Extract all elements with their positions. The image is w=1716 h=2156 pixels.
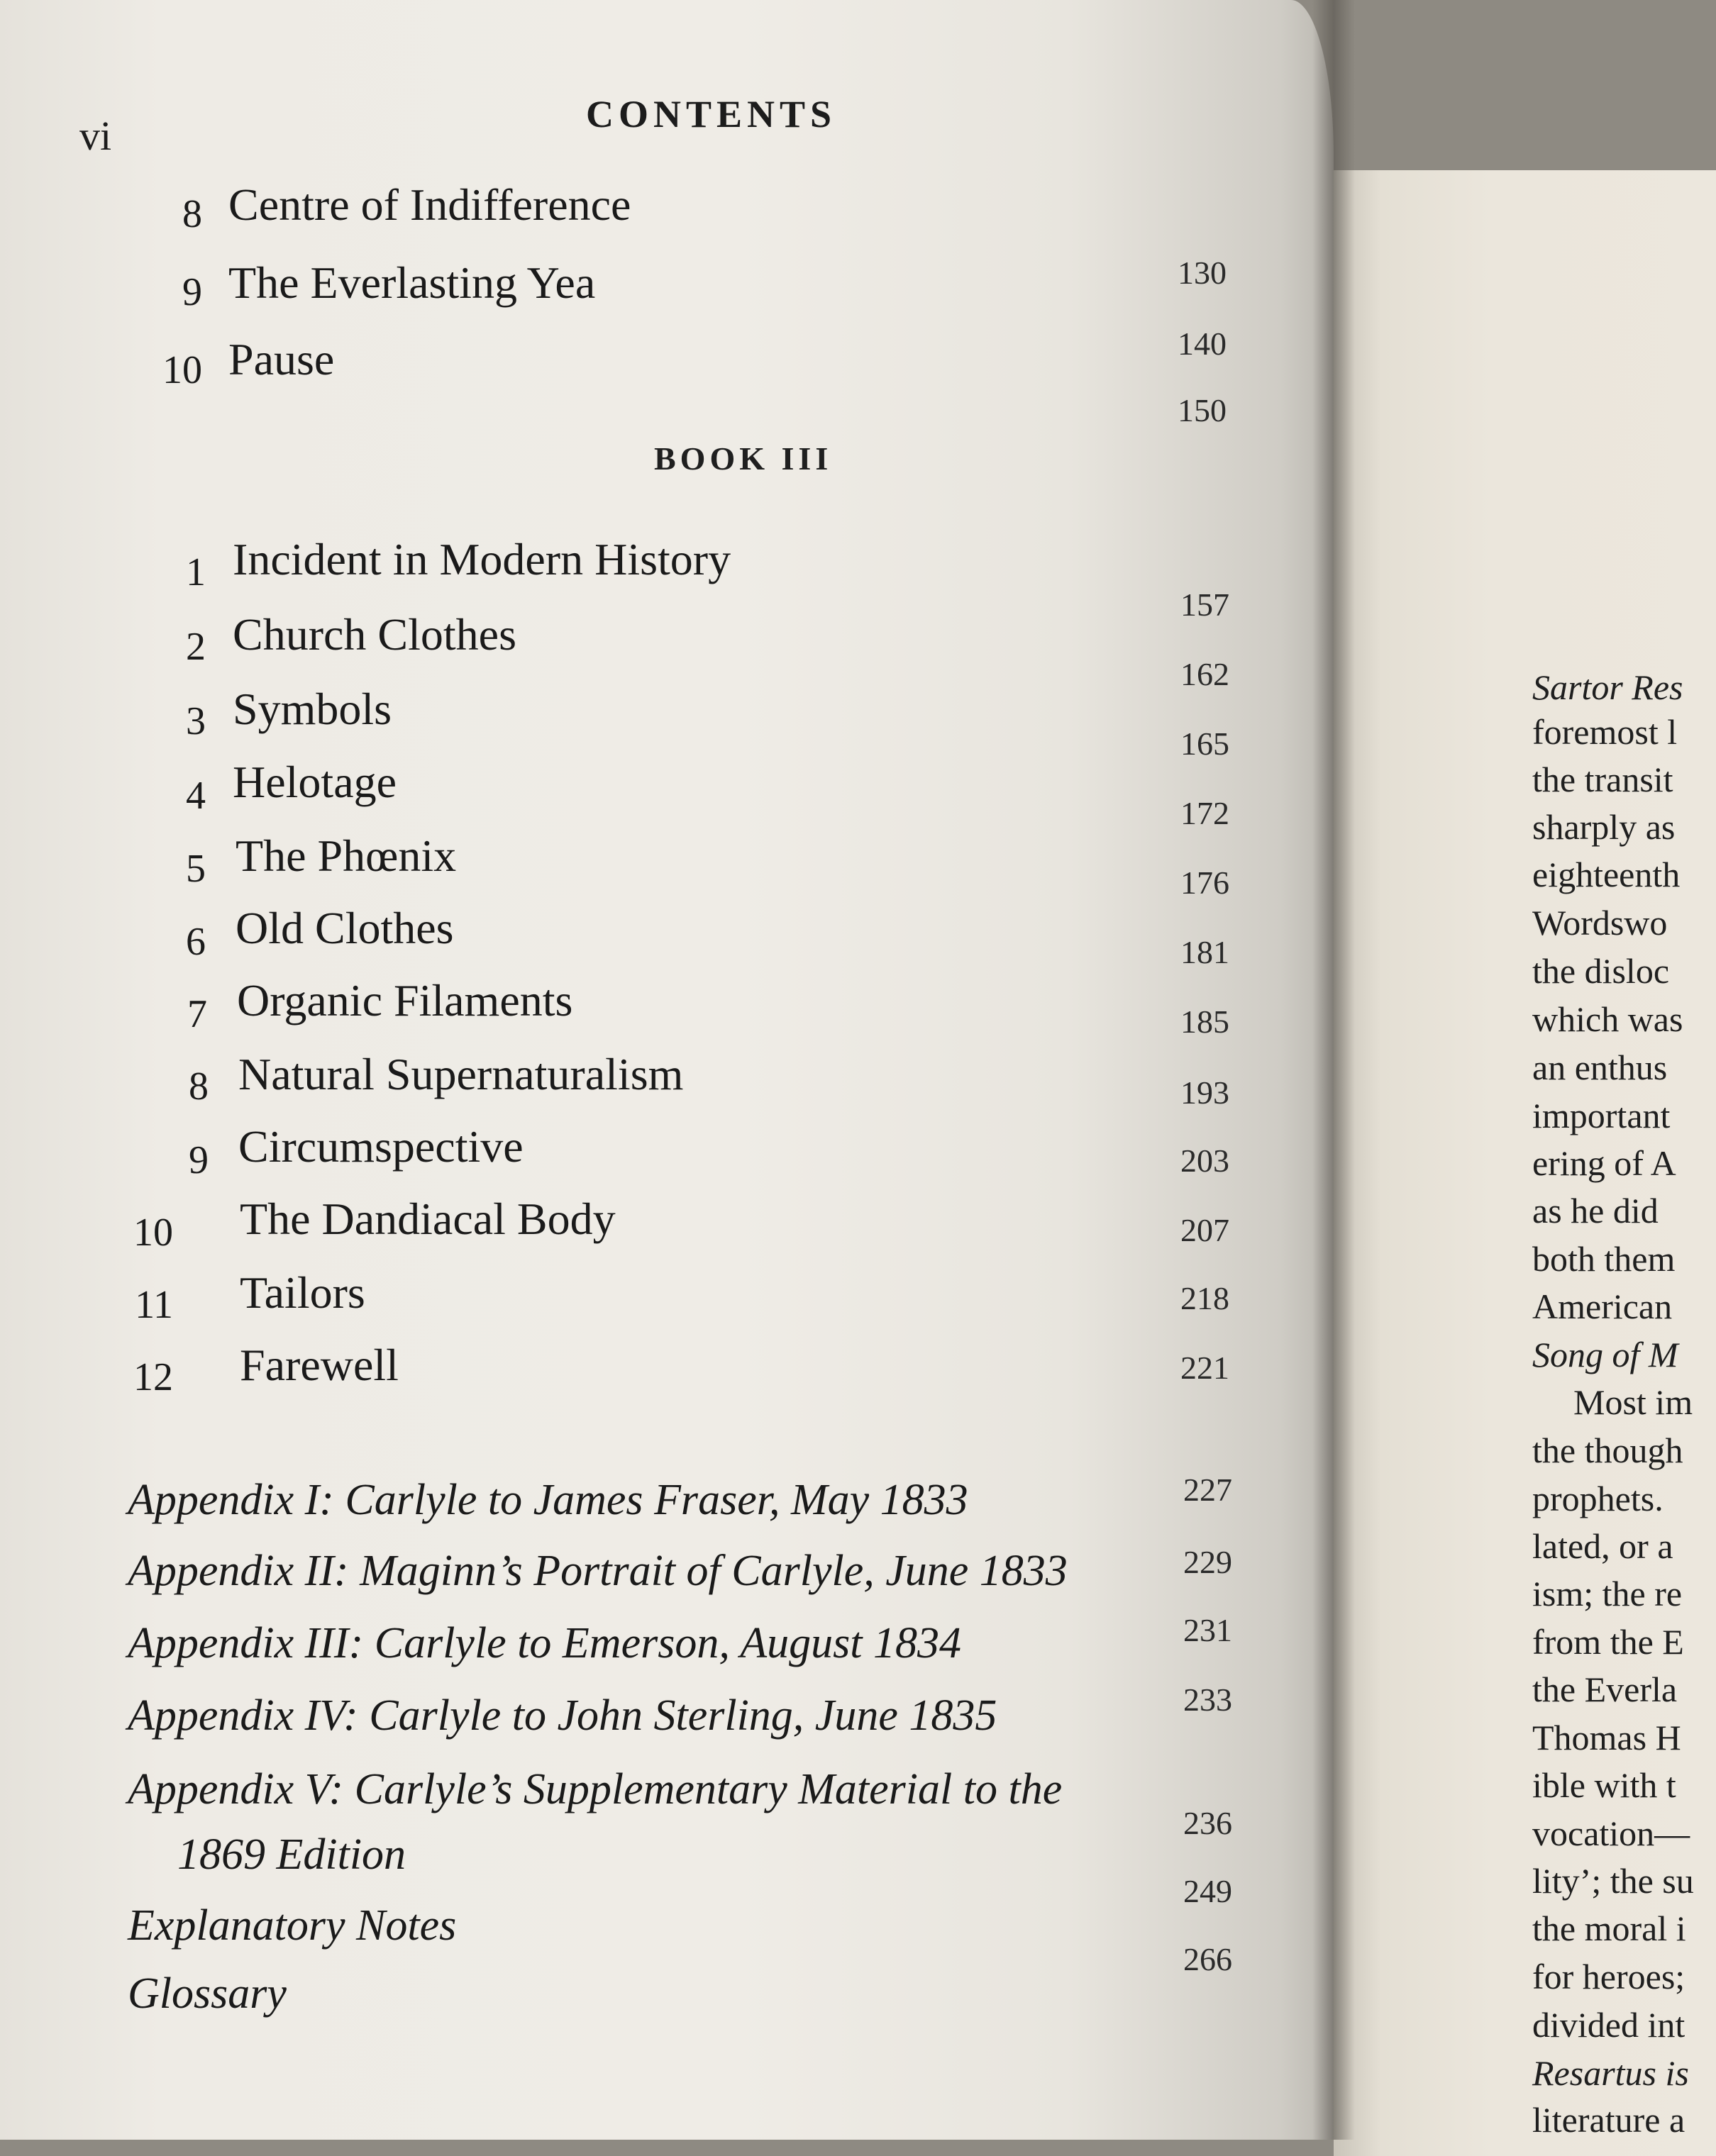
page-number: 162 [1180, 656, 1229, 692]
appendix-title: Appendix I: Carlyle to James Fraser, May 1833 [128, 1476, 968, 1524]
text-line: divided int [1532, 2005, 1685, 2045]
backmatter-title: Glossary [128, 1969, 287, 2018]
chapter-number: 9 [182, 270, 202, 314]
chapter-number: 8 [189, 1065, 209, 1108]
chapter-title: Organic Filaments [237, 975, 573, 1026]
page-number: 181 [1180, 934, 1229, 970]
appendix-title: Appendix V: Carlyle’s Supplementary Material to the [128, 1765, 1063, 1813]
chapter-title: Pause [228, 334, 335, 384]
text-line: for heroes; [1532, 1957, 1685, 1996]
running-head: CONTENTS [586, 93, 837, 135]
chapter-number: 11 [135, 1283, 173, 1327]
chapter-title: Circumspective [238, 1121, 524, 1172]
page-number: 233 [1183, 1682, 1232, 1718]
page-number: 193 [1180, 1074, 1229, 1111]
text-line: important [1532, 1096, 1671, 1135]
text-line: Sartor Res [1532, 667, 1683, 707]
chapter-number: 2 [186, 625, 206, 669]
page-number: 227 [1183, 1472, 1232, 1508]
chapter-title: Natural Supernaturalism [238, 1049, 684, 1099]
text-line: lated, or a [1532, 1526, 1673, 1566]
text-line: the moral i [1532, 1908, 1686, 1948]
text-line: Song of M [1532, 1335, 1678, 1374]
text-line: American [1532, 1287, 1673, 1326]
book-heading: BOOK III [654, 440, 833, 477]
text-line: the disloc [1532, 951, 1670, 991]
text-line: foremost l [1532, 712, 1678, 752]
chapter-number: 3 [186, 699, 206, 743]
page-number: 249 [1183, 1873, 1232, 1909]
page-number: 165 [1180, 726, 1229, 762]
chapter-number: 5 [186, 847, 206, 891]
chapter-title: Helotage [233, 757, 397, 807]
text-line: eighteenth [1532, 855, 1681, 894]
chapter-number: 8 [182, 192, 202, 236]
page-number: 176 [1180, 865, 1229, 901]
chapter-title: Old Clothes [236, 903, 454, 953]
chapter-title: Church Clothes [233, 609, 516, 660]
appendix-title-continued: 1869 Edition [177, 1830, 406, 1879]
backmatter-title: Explanatory Notes [128, 1901, 457, 1950]
chapter-title: Incident in Modern History [233, 534, 731, 584]
chapter-number: 6 [186, 920, 206, 964]
text-line: the Everla [1532, 1669, 1678, 1709]
chapter-title: The Everlasting Yea [228, 257, 596, 308]
page-number: 218 [1180, 1280, 1229, 1316]
page-number: 229 [1183, 1544, 1232, 1580]
chapter-title: Tailors [240, 1267, 365, 1318]
page-number: 231 [1183, 1612, 1232, 1648]
text-line: both them [1532, 1239, 1676, 1279]
appendix-title: Appendix II: Maginn’s Portrait of Carlyle, June 1833 [128, 1547, 1068, 1595]
appendix-title: Appendix IV: Carlyle to John Sterling, June 1835 [128, 1691, 997, 1740]
text-line: Most im [1573, 1382, 1693, 1422]
text-line: an enthus [1532, 1048, 1668, 1087]
text-line: ism; the re [1532, 1574, 1683, 1613]
page-number: 140 [1178, 326, 1227, 362]
chapter-number: 9 [189, 1138, 209, 1182]
chapter-number: 1 [186, 550, 206, 594]
appendix-title: Appendix III: Carlyle to Emerson, August 1834 [128, 1619, 961, 1667]
text-line: ible with t [1532, 1765, 1676, 1805]
text-line: sharply as [1532, 807, 1676, 847]
page-number: 157 [1180, 587, 1229, 623]
text-line: lity’; the su [1532, 1861, 1694, 1901]
chapter-title: The Phœnix [236, 830, 457, 881]
text-line: the though [1532, 1430, 1683, 1470]
page-number: 236 [1183, 1805, 1232, 1841]
text-line: Resartus is [1532, 2053, 1689, 2093]
text-line: the transit [1532, 760, 1673, 799]
page-number: 150 [1178, 392, 1227, 428]
text-line: ering of A [1532, 1143, 1676, 1183]
page-number: 221 [1180, 1350, 1229, 1386]
page-number: 185 [1180, 1004, 1229, 1040]
chapter-title: Centre of Indifference [228, 179, 631, 230]
page-number: 266 [1183, 1941, 1232, 1977]
text-line: Wordswo [1532, 903, 1668, 943]
page-number: 203 [1180, 1143, 1229, 1179]
chapter-title: Symbols [233, 684, 392, 734]
chapter-number: 10 [133, 1211, 173, 1255]
page-number: 172 [1180, 795, 1229, 831]
chapter-title: Farewell [240, 1340, 399, 1390]
text-line: vocation— [1532, 1813, 1690, 1853]
book-gutter [1312, 0, 1355, 2140]
text-line: literature a [1532, 2100, 1685, 2140]
text-line: which was [1532, 999, 1683, 1039]
chapter-number: 7 [187, 992, 207, 1036]
page-number: 207 [1180, 1212, 1229, 1248]
page-folio: vi [79, 113, 112, 159]
chapter-number: 12 [133, 1355, 173, 1399]
text-line: Thomas H [1532, 1718, 1681, 1757]
chapter-number: 10 [162, 348, 202, 392]
chapter-number: 4 [186, 774, 206, 818]
text-line: from the E [1532, 1622, 1684, 1662]
text-line: prophets. [1532, 1479, 1664, 1518]
page-number: 130 [1178, 255, 1227, 291]
text-line: as he did [1532, 1191, 1659, 1230]
chapter-title: The Dandiacal Body [240, 1194, 616, 1244]
